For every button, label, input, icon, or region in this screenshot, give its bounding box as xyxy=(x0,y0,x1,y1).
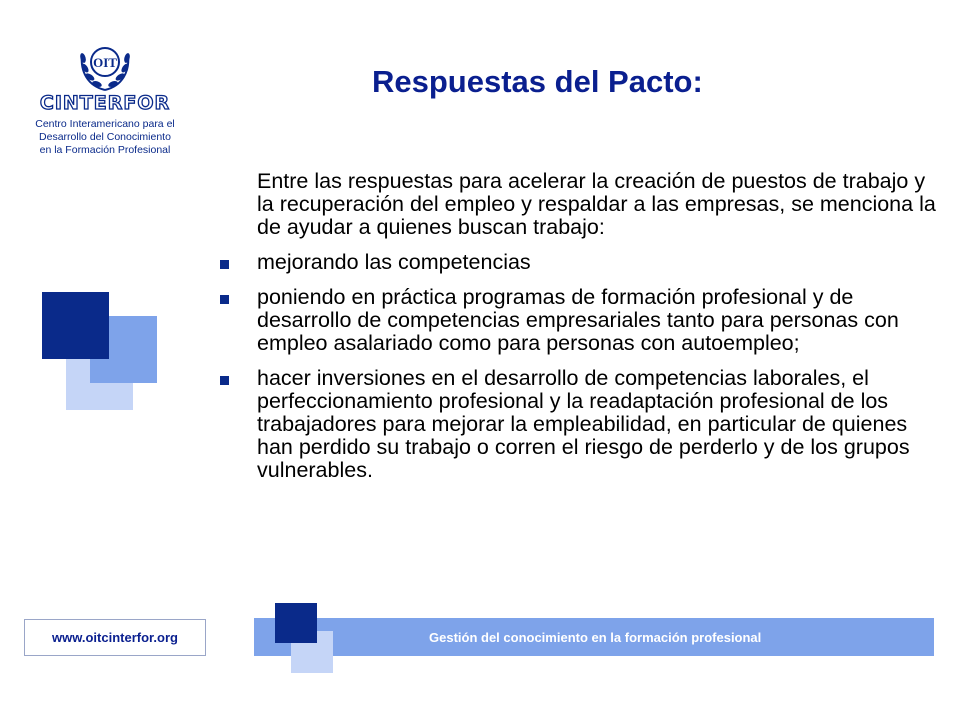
deco-square-dark xyxy=(42,292,109,359)
list-item xyxy=(216,251,936,274)
bullet-list xyxy=(216,251,936,482)
website-url[interactable]: www.oitcinterfor.org xyxy=(24,619,206,656)
list-item xyxy=(216,367,936,482)
logo-subtitle-line-3: en la Formación Profesional xyxy=(39,144,171,156)
bullet-text: poniendo en práctica programas de formación profesional y de desarrollo de competencias empresariales tanto para personas con empleo asalariado como para personas con autoempleo; xyxy=(257,285,899,355)
footer-square-dark xyxy=(275,603,317,643)
slide-title: Respuestas del Pacto: xyxy=(372,64,703,99)
bullet-text: hacer inversiones en el desarrollo de competencias laborales, el perfeccionamiento profesional y la readaptación profesional de los trabajadores para mejorar la empleabilidad, en particular de quienes han perdido su trabajo o corren el riesgo de perderlo y de los grupos vulnerables. xyxy=(257,366,910,482)
logo-subtitle-line-1: Centro Interamericano para el xyxy=(35,118,175,130)
logo-wordmark: CINTERFOR xyxy=(39,92,171,114)
bullet-square-icon xyxy=(220,295,229,304)
slide-body xyxy=(216,170,936,494)
footer-tagline: Gestión del conocimiento en la formación profesional xyxy=(429,629,762,645)
list-item xyxy=(216,286,936,355)
bullet-square-icon xyxy=(220,376,229,385)
cinterfor-logo xyxy=(0,38,210,157)
oit-emblem-icon xyxy=(74,38,136,94)
bullet-square-icon xyxy=(220,260,229,269)
logo-subtitle-line-2: Desarrollo del Conocimiento xyxy=(39,131,171,143)
footer-bar xyxy=(254,618,934,656)
emblem-text: OIT xyxy=(93,55,117,70)
bullet-text: mejorando las competencias xyxy=(257,250,531,274)
intro-paragraph: Entre las respuestas para acelerar la creación de puestos de trabajo y la recuperación del empleo y respaldar a las empresas, se menciona la de ayudar a quienes buscan trabajo: xyxy=(257,169,936,239)
